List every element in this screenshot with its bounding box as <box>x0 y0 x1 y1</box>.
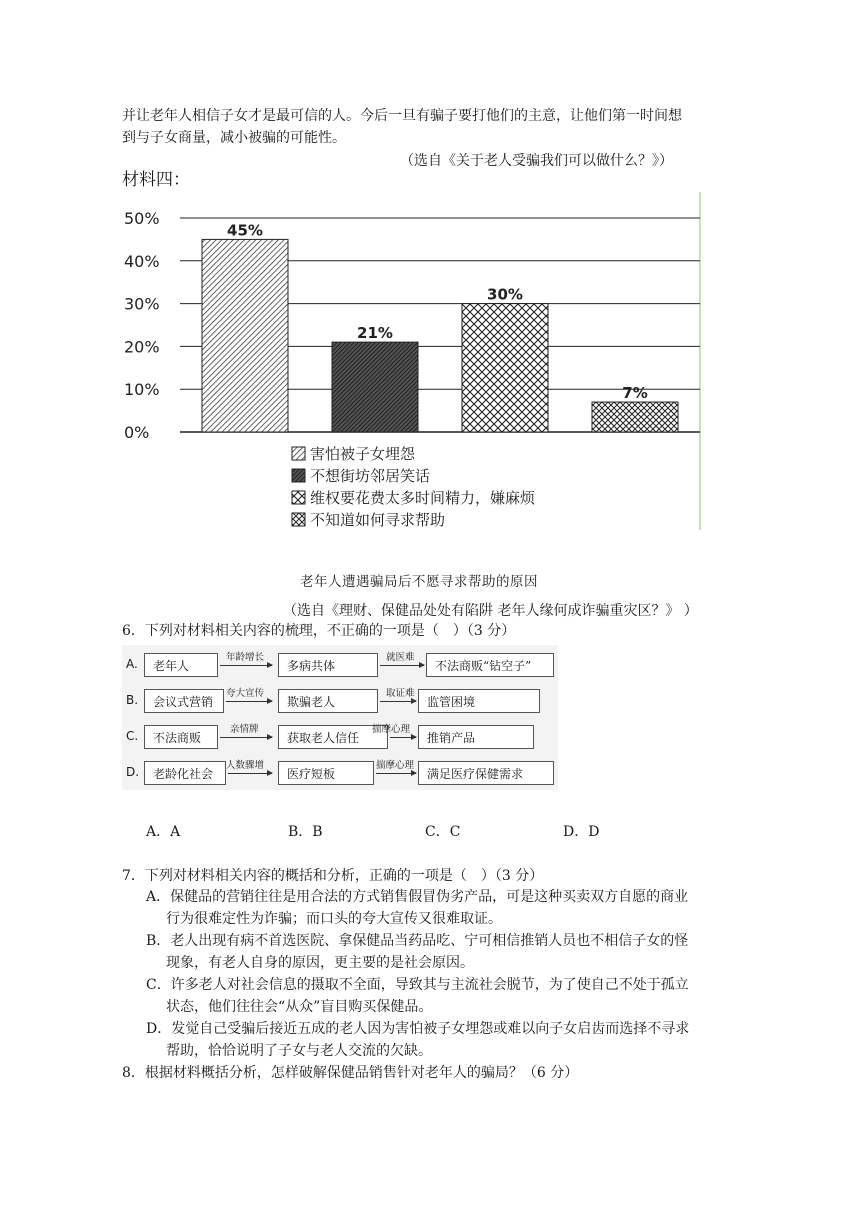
flow-letter: C. <box>126 729 139 743</box>
arrow-icon <box>226 701 272 702</box>
q7-option-b-line1: B．老人出现有病不首选医院、拿保健品当药品吃、宁可相信推销人员也不相信子女的怪 <box>146 933 689 949</box>
bar <box>462 304 548 432</box>
flow-box: 推销产品 <box>418 725 534 749</box>
q7-option-d-line2: 帮助，恰恰说明了子女与老人交流的欠缺。 <box>166 1043 432 1059</box>
bar <box>202 239 288 432</box>
y-tick-label: 30% <box>124 294 160 314</box>
data-label: 30% <box>487 285 523 304</box>
data-label: 45% <box>227 221 263 240</box>
question-7-stem: 7．下列对材料相关内容的概括和分析，正确的一项是（ ）（3 分） <box>122 868 544 884</box>
q7-option-a-line1: A．保健品的营销往往是用合法的方式销售假冒伪劣产品，可是这种买卖双方自愿的商业 <box>146 889 689 905</box>
source-material-4: （选自《理财、保健品处处有陷阱 老年人缘何成诈骗重灾区？》 ） <box>283 603 698 619</box>
q7-option-a-line2: 行为很难定性为诈骗；而口头的夸大宣传又很难取证。 <box>166 911 502 927</box>
bar <box>592 402 678 432</box>
flow-arrow-label: 取证难 <box>386 688 415 699</box>
chart-title: 老年人遭遇骗局后不愿寻求帮助的原因 <box>300 574 538 590</box>
flow-arrow-label: 年龄增长 <box>226 652 265 663</box>
q7-option-c-line1: C．许多老人对社会信息的摄取不全面，导致其与主流社会脱节，为了使自己不处于孤立 <box>146 977 689 993</box>
question-6-stem: 6．下列对材料相关内容的梳理，不正确的一项是（ ）（3 分） <box>122 623 516 639</box>
arrow-icon <box>380 665 424 666</box>
arrow-icon <box>376 773 416 774</box>
bar-chart <box>122 192 703 530</box>
flow-arrow-label: 人数骤增 <box>226 760 265 771</box>
q7-option-d-line1: D．发觉自己受骗后接近五成的老人因为害怕被子女埋怨或难以向子女启齿而选择不寻求 <box>146 1021 690 1037</box>
legend-swatch <box>292 491 305 504</box>
flow-row-c <box>122 721 558 753</box>
arrow-icon <box>220 665 272 666</box>
flow-box: 医疗短板 <box>278 761 374 785</box>
flow-arrow-label: 揣摩心理 <box>376 760 415 771</box>
flow-box: 老龄化社会 <box>144 761 226 785</box>
legend-label: 不知道如何寻求帮助 <box>310 511 446 529</box>
flow-box: 不法商贩“钻空子” <box>426 653 554 677</box>
y-tick-label: 20% <box>124 337 160 357</box>
y-tick-label: 50% <box>124 209 160 228</box>
arrow-icon <box>220 737 272 738</box>
flow-box: 满足医疗保健需求 <box>418 761 554 785</box>
legend-label: 害怕被子女埋怨 <box>310 445 416 463</box>
data-label: 7% <box>622 384 648 403</box>
flow-box: 欺骗老人 <box>278 689 378 713</box>
data-label: 21% <box>357 324 393 343</box>
legend-label: 不想街坊邻居笑话 <box>310 467 431 485</box>
y-tick-label: 0% <box>124 423 150 442</box>
answer-option-b: B．B <box>288 824 323 840</box>
legend-label: 维权要花费太多时间精力，嫌麻烦 <box>310 489 536 507</box>
answer-option-a: A．A <box>146 824 181 840</box>
flow-letter: A. <box>126 657 138 671</box>
flow-box: 会议式营销 <box>144 689 224 713</box>
flow-box: 多病共体 <box>278 653 378 677</box>
legend-swatch <box>292 447 305 460</box>
y-tick-label: 40% <box>124 251 160 271</box>
legend-swatch <box>292 469 305 482</box>
legend-swatch <box>292 513 305 526</box>
flow-row-a <box>122 649 558 681</box>
flow-arrow-label: 就医难 <box>386 652 415 663</box>
q7-option-b-line2: 现象，有老人自身的原因，更主要的是社会原因。 <box>166 955 474 971</box>
flow-arrow-label: 揣摩心理 <box>372 724 411 735</box>
material-4-heading: 材料四： <box>122 170 190 190</box>
source-material-3: （选自《关于老人受骗我们可以做什么？》） <box>400 153 673 169</box>
answer-option-d: D．D <box>563 824 600 840</box>
flow-row-b <box>122 685 558 717</box>
flow-box: 监管困境 <box>418 689 540 713</box>
flow-letter: B. <box>126 693 139 707</box>
flow-box: 不法商贩 <box>144 725 218 749</box>
flow-arrow-label: 夸大宣传 <box>226 688 265 699</box>
intro-line-2: 到与子女商量，减小被骗的可能性。 <box>122 130 346 146</box>
flow-letter: D. <box>126 765 140 779</box>
flow-chart-options <box>122 645 558 790</box>
intro-line-1: 并让老年人相信子女才是最可信的人。今后一旦有骗子要打他们的主意，让他们第一时间想 <box>122 108 682 124</box>
flow-arrow-label: 亲情牌 <box>230 724 259 735</box>
question-8-stem: 8．根据材料概括分析，怎样破解保健品销售针对老年人的骗局？（6 分） <box>122 1065 579 1081</box>
arrow-icon <box>390 737 416 738</box>
arrow-icon <box>380 701 416 702</box>
answer-option-c: C．C <box>425 824 461 840</box>
bar <box>332 342 418 432</box>
flow-row-d <box>122 757 558 789</box>
flow-box: 获取老人信任 <box>278 725 388 749</box>
arrow-icon <box>228 773 272 774</box>
y-tick-label: 10% <box>124 380 160 400</box>
flow-box: 老年人 <box>144 653 218 677</box>
q7-option-c-line2: 状态，他们往往会“从众”盲目购买保健品。 <box>166 999 433 1015</box>
